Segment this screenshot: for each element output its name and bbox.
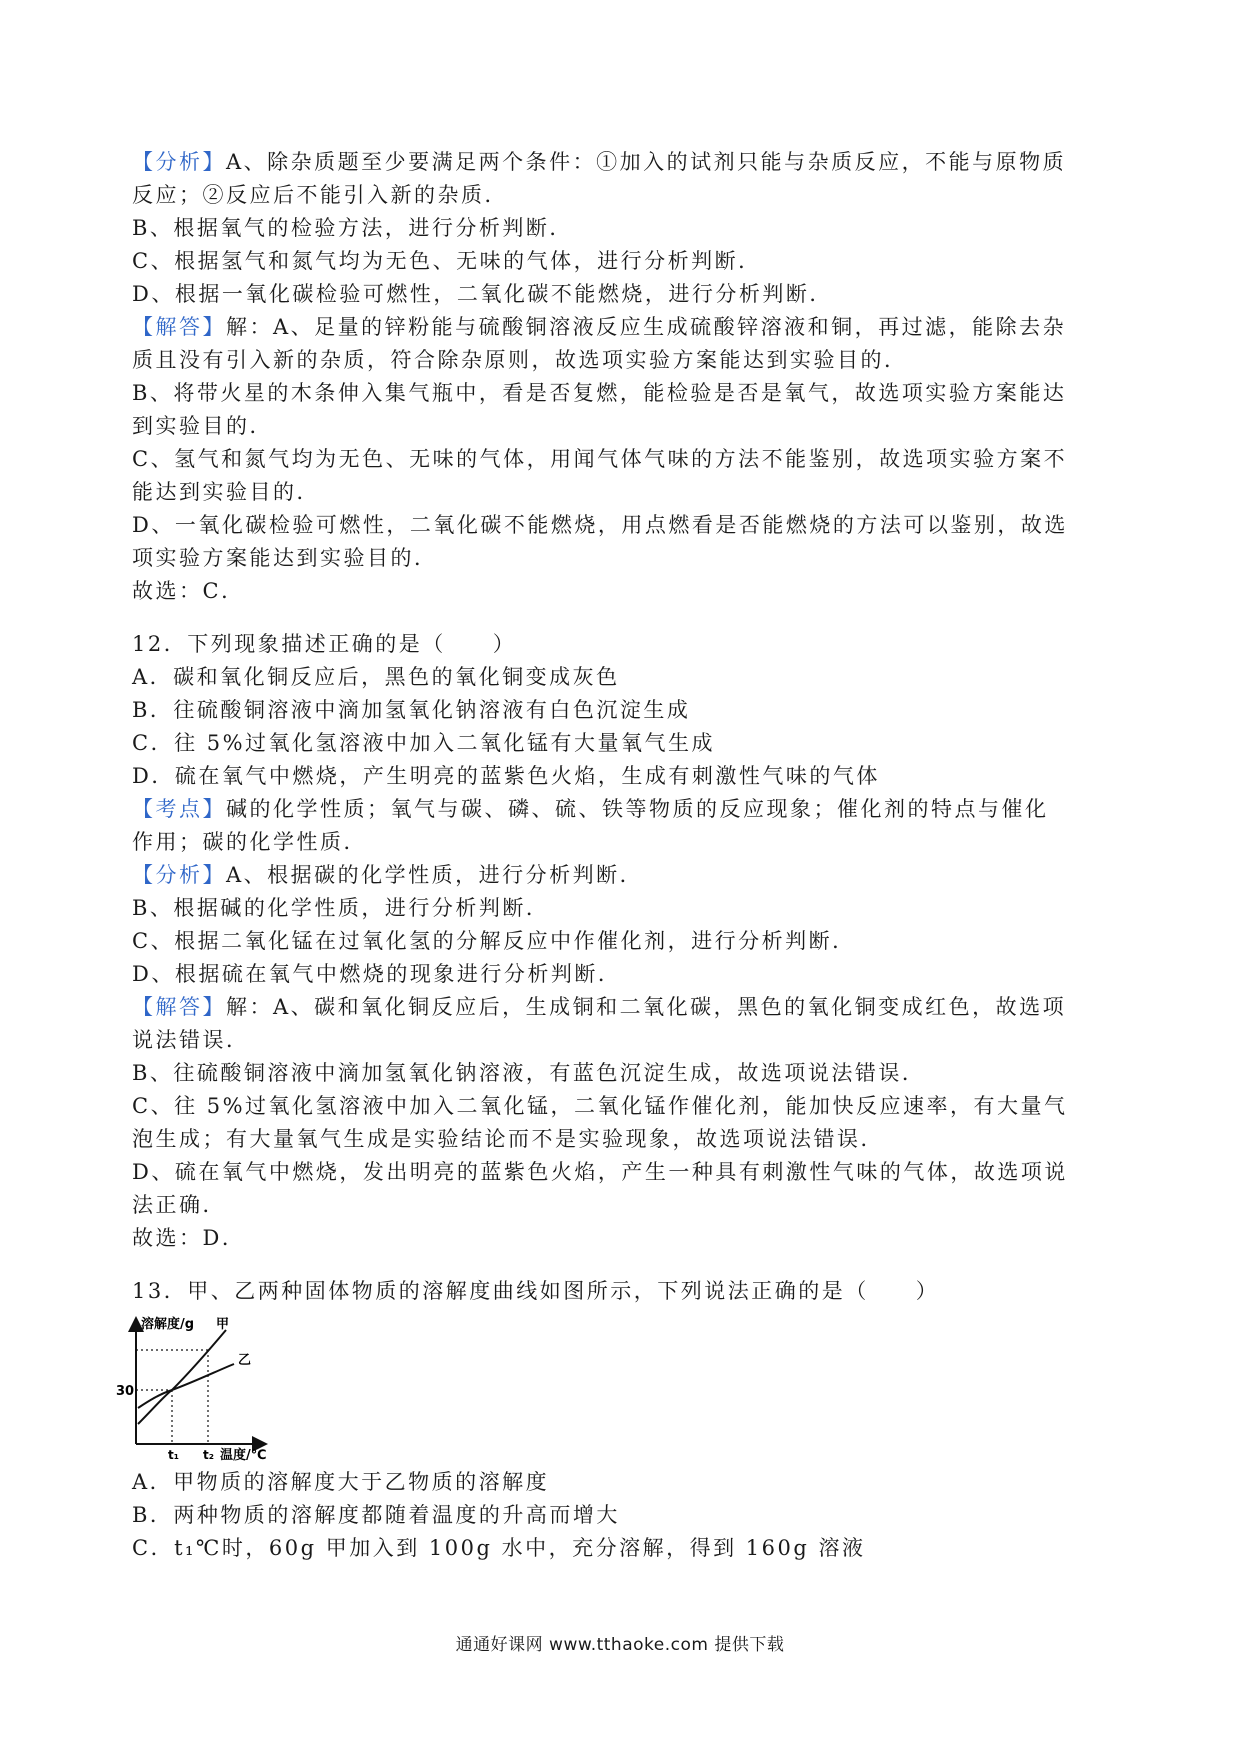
q12-option-b: B．往硫酸铜溶液中滴加氢氧化钠溶液有白色沉淀生成	[132, 698, 691, 722]
y-axis-label: 溶解度/g	[141, 1317, 195, 1332]
q12-option-c: C．往 5%过氧化氢溶液中加入二氧化锰有大量氧气生成	[132, 731, 716, 755]
q11-analysis-line-3: B、根据氧气的检验方法，进行分析判断．	[132, 216, 573, 240]
q12-answer-line-8: 故选：D．	[132, 1226, 246, 1250]
q12-option-d: D．硫在氧气中燃烧，产生明亮的蓝紫色火焰，生成有刺激性气味的气体	[132, 764, 880, 788]
q11-analysis-line-4: C、根据氢气和氮气均为无色、无味的气体，进行分析判断．	[132, 249, 762, 273]
q12-kaodian-line-1: 【考点】碱的化学性质；氧气与碳、磷、硫、铁等物质的反应现象；催化剂的特点与催化	[132, 797, 1049, 821]
spacer	[132, 608, 1112, 628]
spacer	[132, 1255, 1112, 1275]
x-tick-t2: t₂	[203, 1448, 214, 1462]
q11-analysis-line-2: 反应；②反应后不能引入新的杂质．	[132, 183, 508, 207]
q11-answer-line-3: B、将带火星的木条伸入集气瓶中，看是否复燃，能检验是否是氧气，故选项实验方案能达	[132, 381, 1067, 405]
q12-answer-line-5: 泡生成；有大量氧气生成是实验结论而不是实验现象，故选项说法错误．	[132, 1127, 884, 1151]
q12-answer-line-7: 法正确．	[132, 1193, 226, 1217]
q11-answer-line-6: 能达到实验目的．	[132, 480, 320, 504]
curve-yi-label: 乙	[238, 1353, 252, 1368]
q13-option-a: A．甲物质的溶解度大于乙物质的溶解度	[132, 1470, 550, 1494]
y-tick-30: 30	[116, 1384, 135, 1399]
q11-answer-line-1: 【解答】解：A、足量的锌粉能与硫酸铜溶液反应生成硫酸锌溶液和铜，再过滤，能除去杂	[132, 315, 1067, 339]
analysis-tag: 【分析】	[132, 150, 226, 174]
x-tick-t1: t₁	[168, 1448, 179, 1462]
q12-analysis-line-4: D、根据硫在氧气中燃烧的现象进行分析判断．	[132, 962, 622, 986]
analysis-tag: 【分析】	[132, 863, 226, 887]
curve-jia-label: 甲	[216, 1317, 230, 1332]
q12-analysis-line-1: 【分析】A、根据碳的化学性质，进行分析判断．	[132, 863, 644, 887]
answer-tag: 【解答】	[132, 315, 226, 339]
q11-analysis-line-5: D、根据一氧化碳检验可燃性，二氧化碳不能燃烧，进行分析判断．	[132, 282, 833, 306]
solubility-curve-svg	[114, 1312, 304, 1462]
curve-yi	[138, 1364, 234, 1408]
solubility-curve-figure	[114, 1312, 304, 1462]
q11-answer-line-4: 到实验目的．	[132, 414, 273, 438]
q12-answer-line-6: D、硫在氧气中燃烧，发出明亮的蓝紫色火焰，产生一种具有刺激性气味的气体，故选项说	[132, 1160, 1068, 1184]
q11-answer-line-2: 质且没有引入新的杂质，符合除杂原则，故选项实验方案能达到实验目的．	[132, 348, 908, 372]
q11-answer-line-8: 项实验方案能达到实验目的．	[132, 546, 438, 570]
q11-answer-line-9: 故选：C．	[132, 579, 245, 603]
q12-answer-line-4: C、往 5%过氧化氢溶液中加入二氧化锰，二氧化锰作催化剂，能加快反应速率，有大量气	[132, 1094, 1068, 1118]
q11-analysis-line-1: 【分析】A、除杂质题至少要满足两个条件：①加入的试剂只能与杂质反应，不能与原物质	[132, 150, 1067, 174]
q12-option-a: A．碳和氧化铜反应后，黑色的氧化铜变成灰色	[132, 665, 620, 689]
curve-jia	[138, 1330, 226, 1424]
q13-stem: 13．甲、乙两种固体物质的溶解度曲线如图所示，下列说法正确的是（ ）	[132, 1279, 940, 1303]
q12-stem: 12．下列现象描述正确的是（ ）	[132, 632, 517, 656]
q12-kaodian-line-2: 作用；碳的化学性质．	[132, 830, 367, 854]
q11-answer-line-7: D、一氧化碳检验可燃性，二氧化碳不能燃烧，用点燃看是否能燃烧的方法可以鉴别，故选	[132, 513, 1068, 537]
kaodian-tag: 【考点】	[132, 797, 226, 821]
document-body	[116, 146, 1112, 1565]
x-axis-label: 温度/℃	[220, 1448, 267, 1462]
q12-answer-line-1: 【解答】解：A、碳和氧化铜反应后，生成铜和二氧化碳，黑色的氧化铜变成红色，故选项	[132, 995, 1067, 1019]
page-footer: 通通好课网 www.tthaoke.com 提供下载	[455, 1635, 785, 1655]
q12-answer-line-3: B、往硫酸铜溶液中滴加氢氧化钠溶液，有蓝色沉淀生成，故选项说法错误．	[132, 1061, 926, 1085]
q12-answer-line-2: 说法错误．	[132, 1028, 250, 1052]
q11-answer-line-5: C、氢气和氮气均为无色、无味的气体，用闻气体气味的方法不能鉴别，故选项实验方案不	[132, 447, 1068, 471]
q12-analysis-line-3: C、根据二氧化锰在过氧化氢的分解反应中作催化剂，进行分析判断．	[132, 929, 856, 953]
q12-analysis-line-2: B、根据碱的化学性质，进行分析判断．	[132, 896, 550, 920]
q13-option-b: B．两种物质的溶解度都随着温度的升高而增大	[132, 1503, 620, 1527]
q13-option-c: C．t₁℃时，60g 甲加入到 100g 水中，充分溶解，得到 160g 溶液	[132, 1536, 866, 1560]
answer-tag: 【解答】	[132, 995, 226, 1019]
